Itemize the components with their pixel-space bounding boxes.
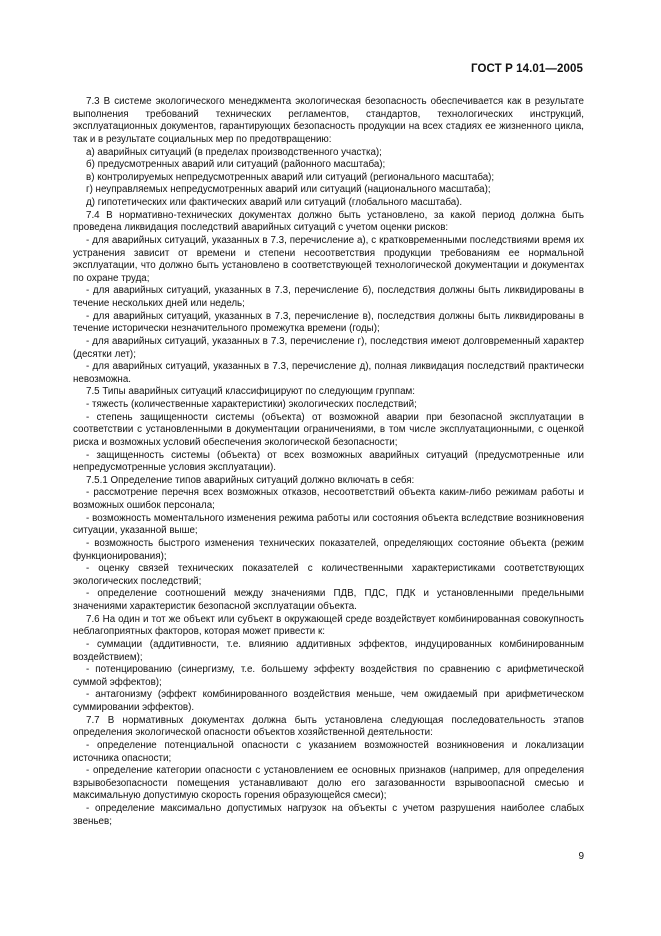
document-body: [73, 96, 584, 828]
list-item: б) предусмотренных аварий или ситуаций (районного масштаба);: [86, 159, 386, 171]
paragraph: - потенцированию (синергизму, т.е. большему эффекту воздействия по сравнению с арифметической суммой эффектов);: [73, 664, 584, 688]
paragraph: - рассмотрение перечня всех возможных отказов, несоответствий объекта каким-либо режимам работы и возможных ошибок персонала;: [73, 487, 584, 511]
paragraph: 7.5.1 Определение типов аварийных ситуаций должно включать в себя:: [86, 474, 415, 486]
paragraph: - определение соотношений между значениями ПДВ, ПДС, ПДК и установленными предельными значениями характеристик безопасной эксплуатации объекта.: [73, 588, 584, 612]
list-item: а) аварийных ситуаций (в пределах производственного участка);: [86, 146, 382, 158]
paragraph: 7.4 В нормативно-технических документах должно быть установлено, за какой период должна быть проведена ликвидация последствий аварийных ситуаций с учетом оценки рисков:: [73, 209, 584, 234]
list-item: в) контролируемых непредусмотренных аварий или ситуаций (регионального масштаба);: [86, 171, 495, 183]
paragraph: 7.7 В нормативных документах должна быть установлена следующая последовательность этапов определения экологической опасности объектов хозяйственной деятельности:: [73, 714, 584, 739]
paragraph: - определение максимально допустимых нагрузок на объекты с учетом разрушения наиболее слабых звеньев;: [73, 803, 584, 827]
paragraph: - для аварийных ситуаций, указанных в 7.3, перечисление в), последствия должны быть ликвидированы в течение исторически незначительного промежутка времени (годы);: [73, 310, 584, 335]
paragraph: - для аварийных ситуаций, указанных в 7.3, перечисление г), последствия имеют долговременный характер (десятки лет);: [73, 335, 584, 360]
paragraph: 7.5 Типы аварийных ситуаций классифицируют по следующим группам:: [86, 386, 416, 398]
paragraph: - возможность моментального изменения режима работы или состояния объекта вследствие возникновения ситуации, указанной выше;: [73, 512, 584, 537]
paragraph: - возможность быстрого изменения технических показателей, определяющих состояние объекта (режим функционирования);: [73, 537, 584, 562]
paragraph: - для аварийных ситуаций, указанных в 7.3, перечисление д), полная ликвидация последствий практически невозможна.: [73, 361, 584, 385]
list-item: д) гипотетических или фактических аварий или ситуаций (глобального масштаба).: [86, 197, 463, 208]
document-header: ГОСТ Р 14.01—2005: [471, 63, 583, 75]
paragraph: - для аварийных ситуаций, указанных в 7.3, перечисление б), последствия должны быть ликвидированы в течение нескольких дней или недель;: [73, 285, 584, 309]
paragraph: - определение потенциальной опасности с указанием возможностей возникновения и локализации источника опасности;: [73, 739, 584, 764]
paragraph: - оценку связей технических показателей с количественными характеристиками соответствующих экологических последствий;: [73, 563, 584, 587]
paragraph: - тяжесть (количественные характеристики) экологических последствий;: [86, 399, 417, 410]
paragraph: 7.3 В системе экологического менеджмента экологическая безопасность обеспечивается как в результате выполнения требований технических регламентов, стандартов, технологических инструкций, эксплуатационных документов, гарантирующих безопасность продукции на всех стадиях ее жизненного цикла, так и в результате социальных мер по предотвращению:: [73, 96, 584, 145]
paragraph: - защищенность системы (объекта) от всех возможных аварийных ситуаций (предусмотренные или непредусмотренные условия эксплуатации).: [73, 449, 584, 474]
page-number: 9: [578, 851, 584, 862]
paragraph: - степень защищенности системы (объекта) от возможной аварии при безопасной эксплуатации в соответствии с установленными в документации ограничениями, в том числе эксплуатационными, с оценкой риска и возможных условий обеспечения экологической безопасности;: [73, 411, 584, 448]
paragraph: - суммации (аддитивности, т.е. влиянию аддитивных эффектов, индуцированных комбинированным воздействием);: [73, 638, 584, 663]
paragraph: 7.6 На один и тот же объект или субъект в окружающей среде воздействует комбинированная совокупность неблагоприятных факторов, которая может привести к:: [73, 613, 584, 638]
paragraph: - антагонизму (эффект комбинированного воздействия меньше, чем ожидаемый при арифметическом суммировании эффектов).: [73, 689, 584, 713]
paragraph: - определение категории опасности с установлением ее основных признаков (например, для определения взрывобезопасности помещения устанавливают долю его загазованности взрывоопасной смесью и максимальную допустимую скорость горения образующейся смеси);: [73, 765, 584, 802]
paragraph: - для аварийных ситуаций, указанных в 7.3, перечисление а), с кратковременными последствиями время их устранения зависит от времени и степени несоответствия продукции требованиям ее нормальной эксплуатации, что должно быть установлено в соответствующей технологической документации и документах по охране труда;: [73, 234, 584, 284]
list-item: г) неуправляемых непредусмотренных аварий или ситуаций (национального масштаба);: [86, 184, 491, 196]
